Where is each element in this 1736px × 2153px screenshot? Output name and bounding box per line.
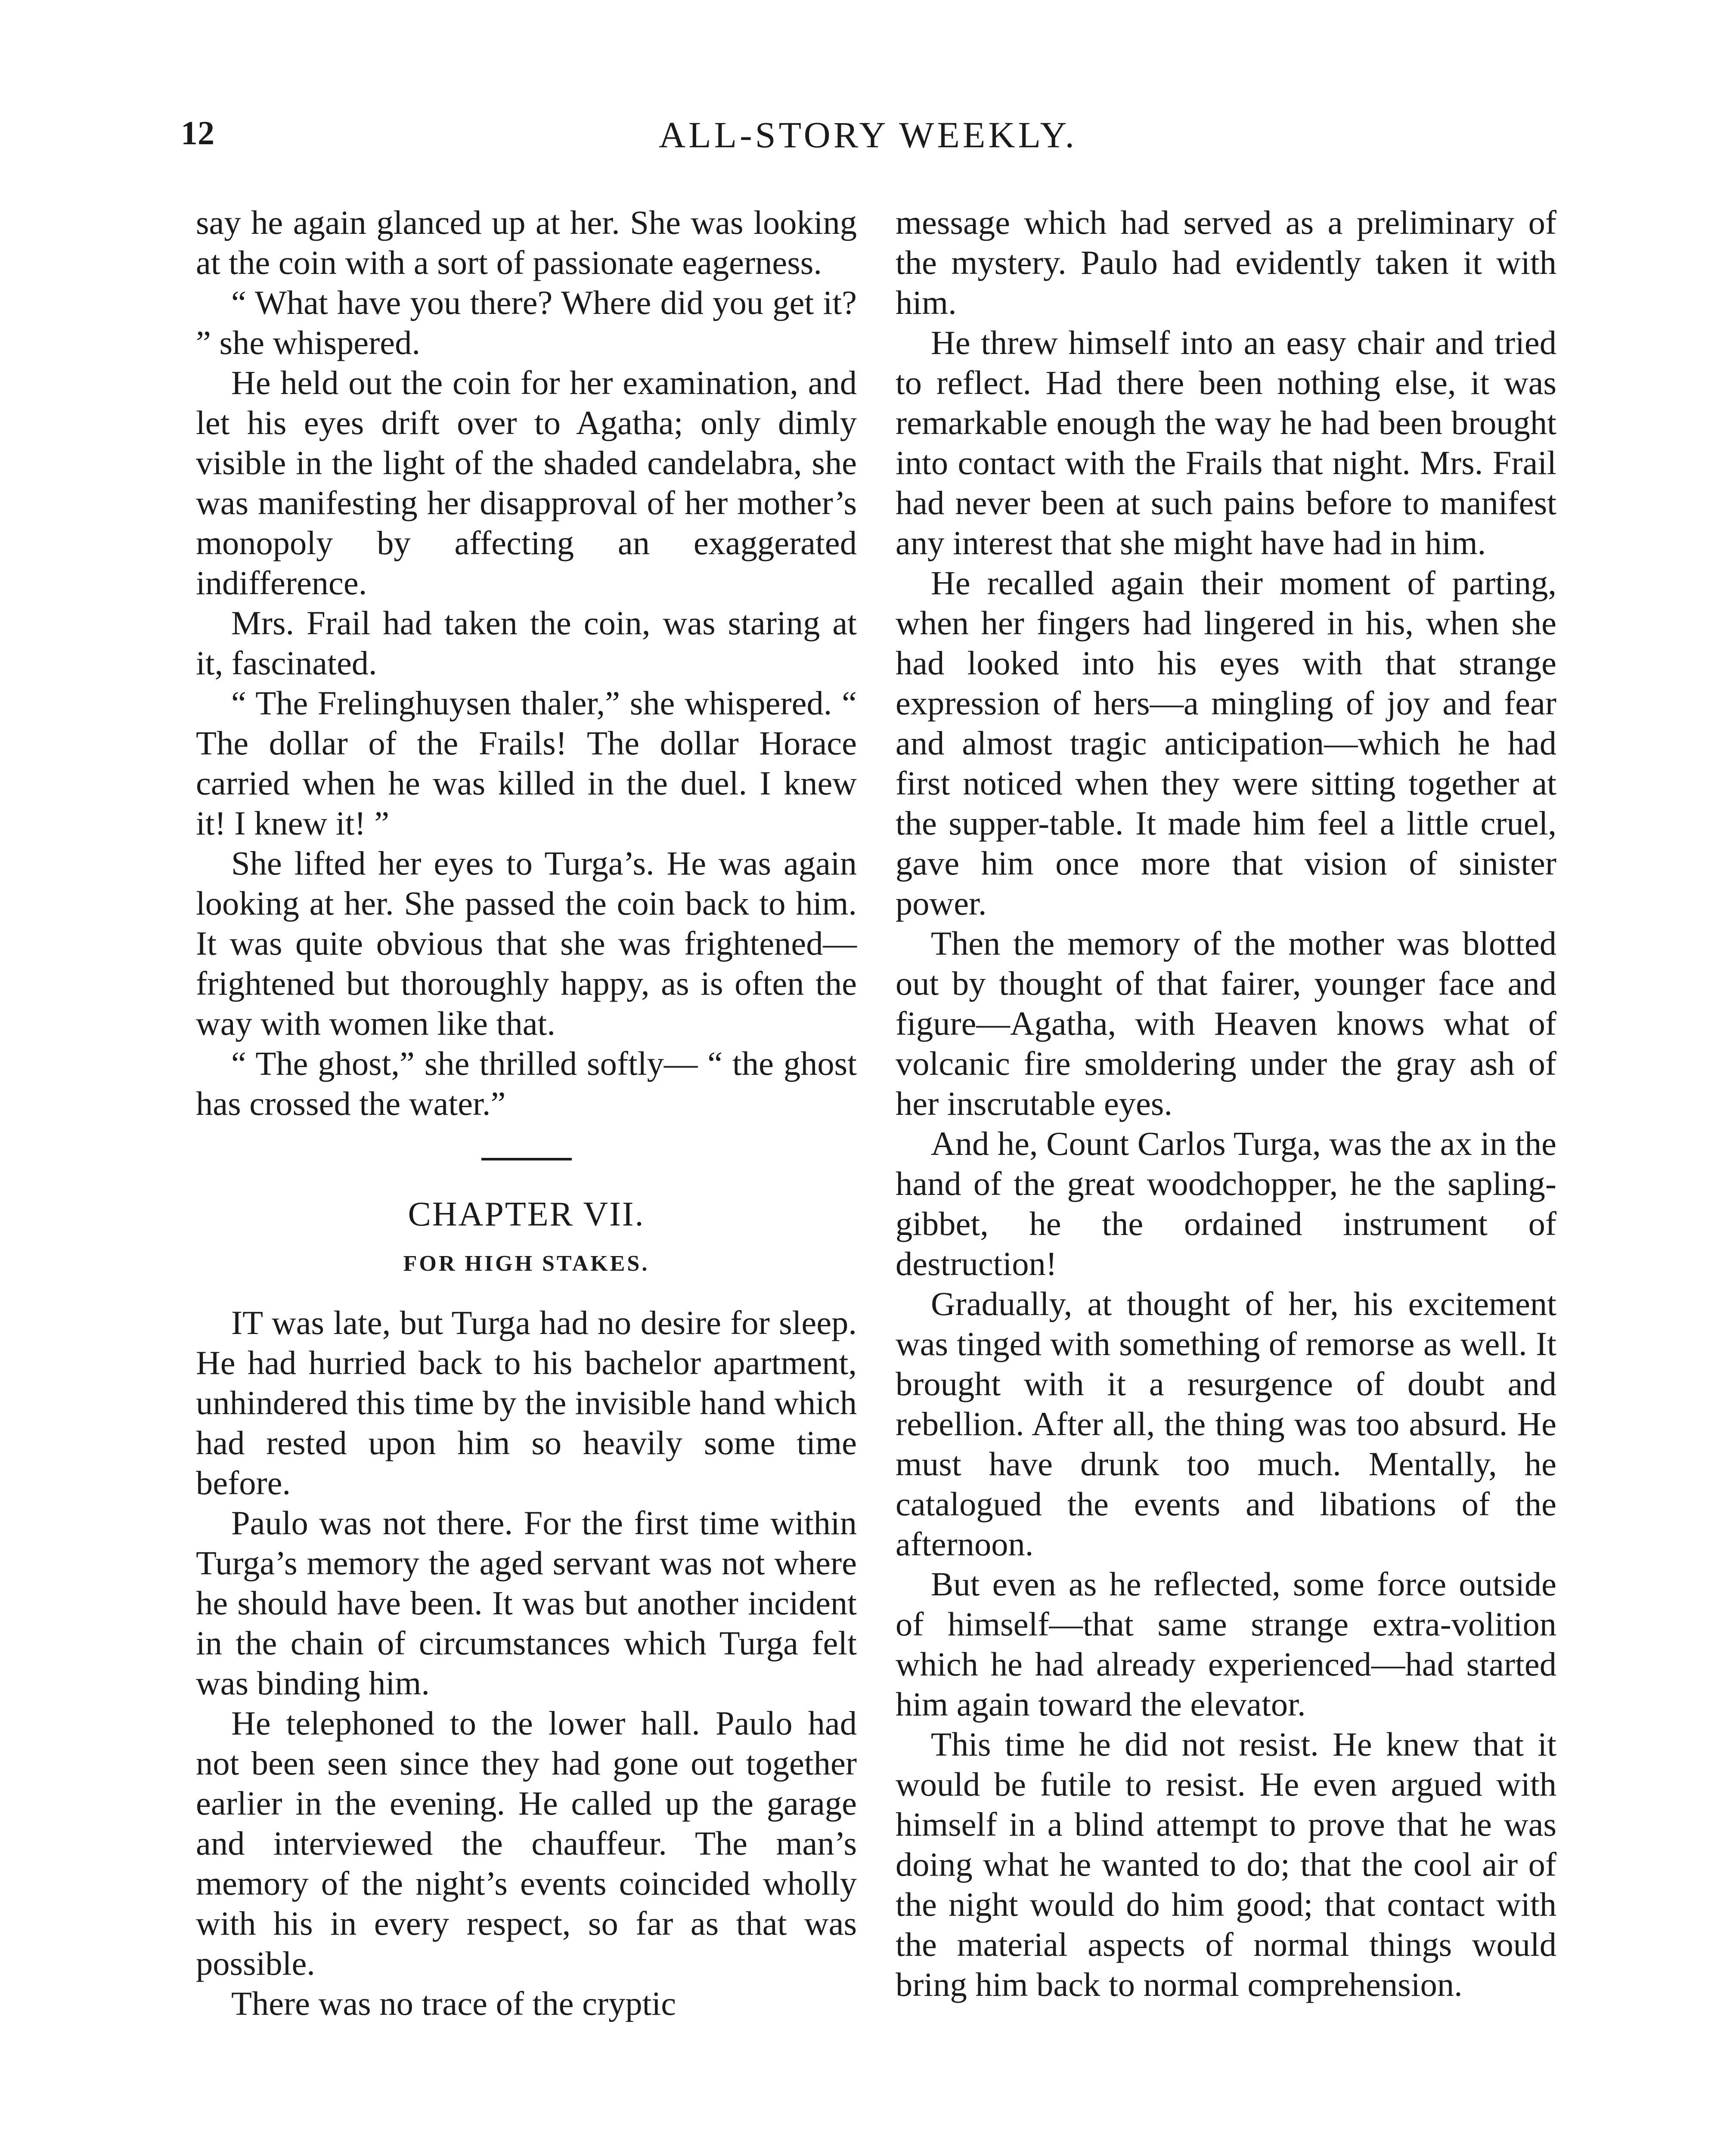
paragraph: This time he did not resist. He knew that it would be futile to resist. He even argued with himself in a blind attempt to prove that he was doing what he wanted to do; that the cool air of the night would do him good; that contact with the material aspects of normal things would bring him back to normal comprehension. (896, 1725, 1556, 2003)
paragraph: Gradually, at thought of her, his excitement was tinged with something of remorse as well. It brought with it a resurgence of doubt and rebellion. After all, the thing was too absurd. He must have drunk too much. Mentally, he catalogued the events and libations of the afternoon. (896, 1285, 1556, 1563)
paragraph: Then the memory of the mother was blotted out by thought of that fairer, younger face and figure—Agatha, with Heaven knows what of volcanic fire smoldering under the gray ash of her inscrutable eyes. (896, 924, 1556, 1122)
paragraph: “ The Frelinghuysen thaler,” she whispered. “ The dollar of the Frails! The dollar Horace carried when he was killed in the duel. I knew it! I knew it! ” (196, 684, 857, 842)
paragraph: Mrs. Frail had taken the coin, was staring at it, fascinated. (196, 604, 857, 682)
page-header (181, 116, 1555, 177)
paragraph: “ What have you there? Where did you get it? ” she whispered. (196, 284, 857, 361)
chapter-subtitle: FOR HIGH STAKES. (403, 1251, 650, 1276)
page-number: 12 (181, 114, 214, 152)
paragraph: Paulo was not there. For the first time within Turga’s memory the aged servant was not where he should have been. It was but another incident in the chain of circumstances which Turga felt was binding him. (196, 1504, 857, 1702)
paragraph: say he again glanced up at her. She was looking at the coin with a sort of passionate eagerness. (196, 204, 857, 281)
paragraph: There was no trace of the cryptic (231, 1985, 676, 2022)
paragraph: IT was late, but Turga had no desire for sleep. He had hurried back to his bachelor apartment, unhindered this time by the invisible hand which had rested upon him so heavily some time before. (196, 1304, 857, 1502)
paragraph: And he, Count Carlos Turga, was the ax in the hand of the great woodchopper, he the sapling-gibbet, he the ordained instrument of destruction! (896, 1125, 1556, 1282)
paragraph: He recalled again their moment of parting, when her fingers had lingered in his, when she had looked into his eyes with that strange expression of hers—a mingling of joy and fear and almost tragic anticipation—which he had first noticed when they were sitting together at the supper-table. It made him feel a little cruel, gave him once more that vision of sinister power. (896, 564, 1556, 922)
running-title: ALL-STORY WEEKLY. (659, 114, 1077, 155)
chapter-title: CHAPTER VII. (408, 1195, 645, 1233)
paragraph: message which had served as a preliminary of the mystery. Paulo had evidently taken it with him. (896, 204, 1556, 321)
paragraph: He telephoned to the lower hall. Paulo had not been seen since they had gone out together earlier in the evening. He called up the garage and interviewed the chauffeur. The man’s memory of the night’s events coincided wholly with his in every respect, so far as that was possible. (196, 1704, 857, 1982)
right-column (896, 202, 1556, 2004)
paragraph: He held out the coin for her examination, and let his eyes drift over to Agatha; only dimly visible in the light of the shaded candelabra, she was manifesting her disapproval of her mother’s monopoly by affecting an exaggerated indifference. (196, 364, 857, 602)
paragraph: She lifted her eyes to Turga’s. He was again looking at her. She passed the coin back to him. It was quite obvious that she was frightened—frightened but thoroughly happy, as is often the way with women like that. (196, 844, 857, 1042)
left-column (196, 202, 857, 2023)
paragraph: “ The ghost,” she thrilled softly— “ the ghost has crossed the water.” (196, 1045, 857, 1122)
paragraph: But even as he reflected, some force outside of himself—that same strange extra-volition which he had already experienced—had started him again toward the elevator. (896, 1565, 1556, 1723)
paragraph: He threw himself into an easy chair and tried to reflect. Had there been nothing else, it was remarkable enough the way he had been brought into contact with the Frails that night. Mrs. Frail had never been at such pains before to manifest any interest that she might have had in him. (896, 324, 1556, 562)
section-divider (481, 1158, 572, 1160)
